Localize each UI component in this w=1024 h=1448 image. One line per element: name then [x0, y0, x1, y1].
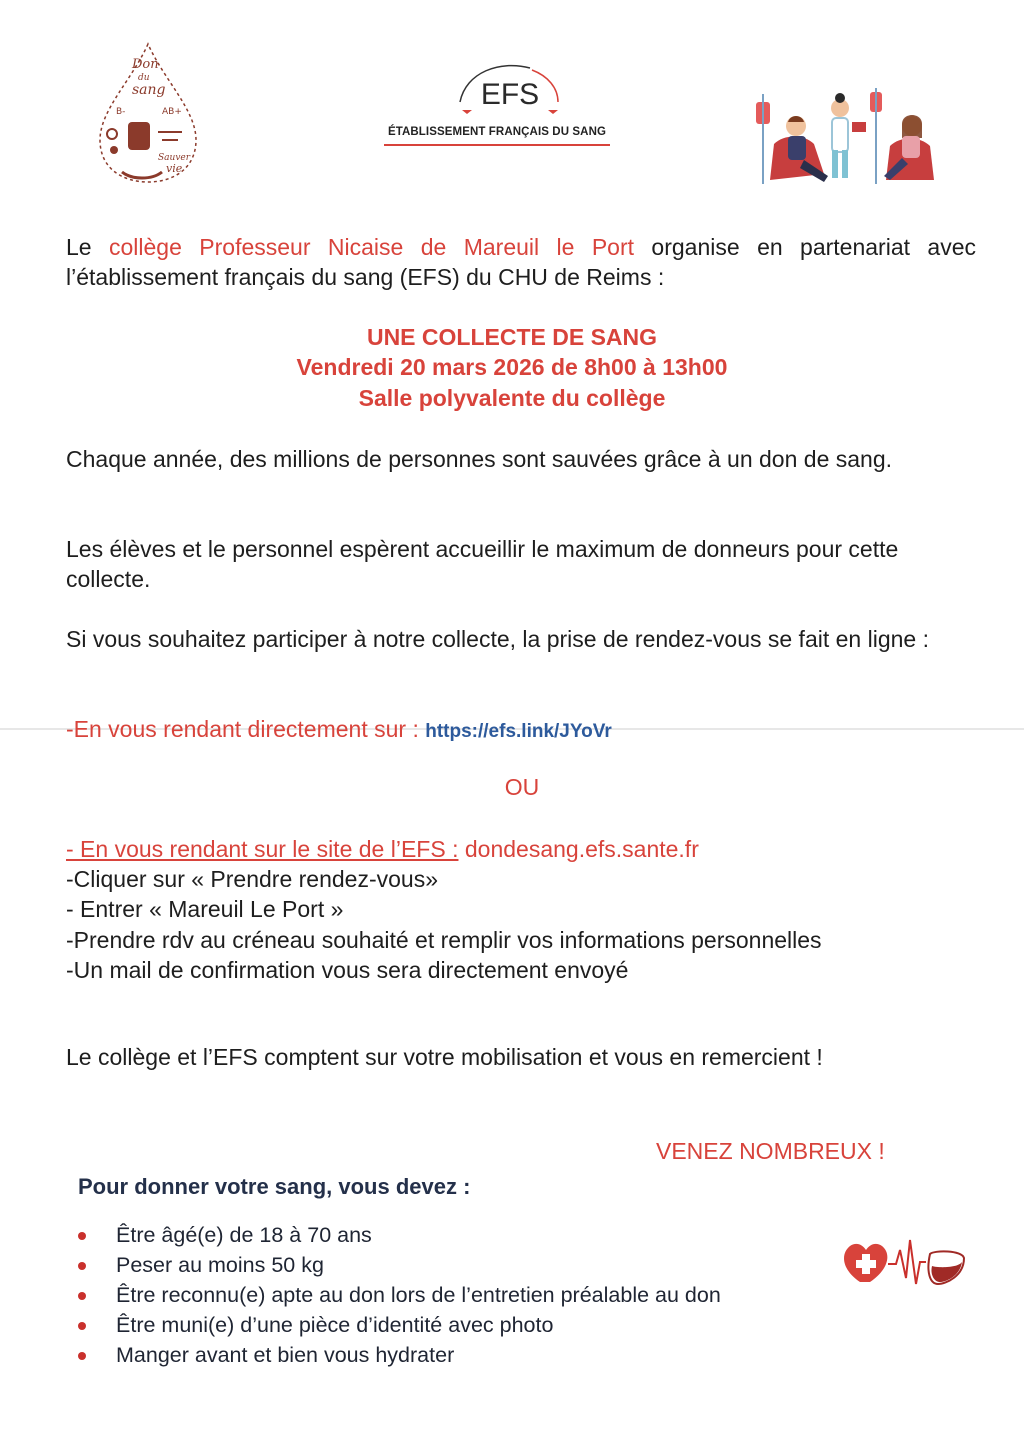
step-click-appointment: -Cliquer sur « Prendre rendez-vous» [66, 866, 439, 892]
svg-text:B-: B- [116, 107, 126, 117]
svg-text:vie: vie [166, 162, 183, 175]
bullet-icon [78, 1292, 86, 1300]
intro-paragraph [66, 232, 976, 292]
bullet-icon [78, 1322, 86, 1330]
bullet-icon [78, 1232, 86, 1240]
step-enter-town: - Entrer « Mareuil Le Port » [66, 896, 344, 922]
condition-item: Peser au moins 50 kg [78, 1250, 721, 1280]
event-place: Salle polyvalente du collège [358, 385, 666, 411]
event-date: Vendredi 20 mars 2026 de 8h00 à 13h00 [296, 354, 728, 380]
short-link[interactable]: https://efs.link/JYoVr [425, 721, 612, 742]
option-efs-site-row [66, 834, 699, 864]
paragraph-hope: Les élèves et le personnel espèrent accueillir le maximum de donneurs pour cette collecte. [66, 536, 899, 592]
svg-text:sang: sang [132, 82, 166, 98]
heart-pulse-icon [838, 1232, 968, 1292]
svg-text:AB+: AB+ [162, 107, 182, 117]
intro-suffix: organise en partenariat avec l’établissement français du sang (EFS) du CHU de Reims : [66, 234, 976, 290]
conditions-list [78, 1220, 721, 1370]
efs-full-name: ÉTABLISSEMENT FRANÇAIS DU SANG [384, 126, 610, 146]
option-direct-label: -En vous rendant directement sur : [66, 716, 426, 742]
bullet-icon [78, 1262, 86, 1270]
option-direct-link-row [66, 714, 612, 747]
efs-abbrev: EFS [480, 78, 540, 111]
blood-donation-illustration [744, 84, 940, 196]
call-to-action: VENEZ NOMBREUX ! [656, 1138, 885, 1164]
step-confirmation-mail: -Un mail de confirmation vous sera directement envoyé [66, 957, 629, 983]
condition-item: Manger avant et bien vous hydrater [78, 1340, 721, 1370]
condition-item: Être reconnu(e) apte au don lors de l’entretien préalable au don [78, 1280, 721, 1310]
intro-prefix: Le [66, 234, 109, 260]
paragraph-appointment: Si vous souhaitez participer à notre collecte, la prise de rendez-vous se fait en ligne : [66, 626, 929, 652]
paragraph-impact: Chaque année, des millions de personnes sont sauvées grâce à un don de sang. [66, 446, 893, 472]
bullet-icon [78, 1352, 86, 1360]
condition-item: Être âgé(e) de 18 à 70 ans [78, 1220, 721, 1250]
step-choose-slot: -Prendre rdv au créneau souhaité et remplir vos informations personnelles [66, 927, 822, 953]
conditions-title: Pour donner votre sang, vous devez : [78, 1174, 471, 1199]
option-efs-label: - En vous rendant sur le site de l’EFS : [66, 836, 459, 862]
condition-item: Être muni(e) d’une pièce d’identité avec photo [78, 1310, 721, 1340]
closing-thanks: Le collège et l’EFS comptent sur votre mobilisation et vous en remercient ! [66, 1044, 823, 1070]
don-du-sang-logo [92, 40, 204, 185]
school-name: collège Professeur Nicaise de Mareuil le Port [109, 234, 635, 260]
svg-text:Don: Don [132, 57, 159, 72]
efs-logo [440, 58, 580, 118]
or-separator: OU [504, 774, 540, 800]
efs-site-url[interactable]: dondesang.efs.sante.fr [458, 836, 699, 862]
svg-text:Sauver: Sauver [158, 153, 191, 163]
svg-text:du: du [138, 73, 150, 83]
event-title: UNE COLLECTE DE SANG [366, 324, 658, 350]
